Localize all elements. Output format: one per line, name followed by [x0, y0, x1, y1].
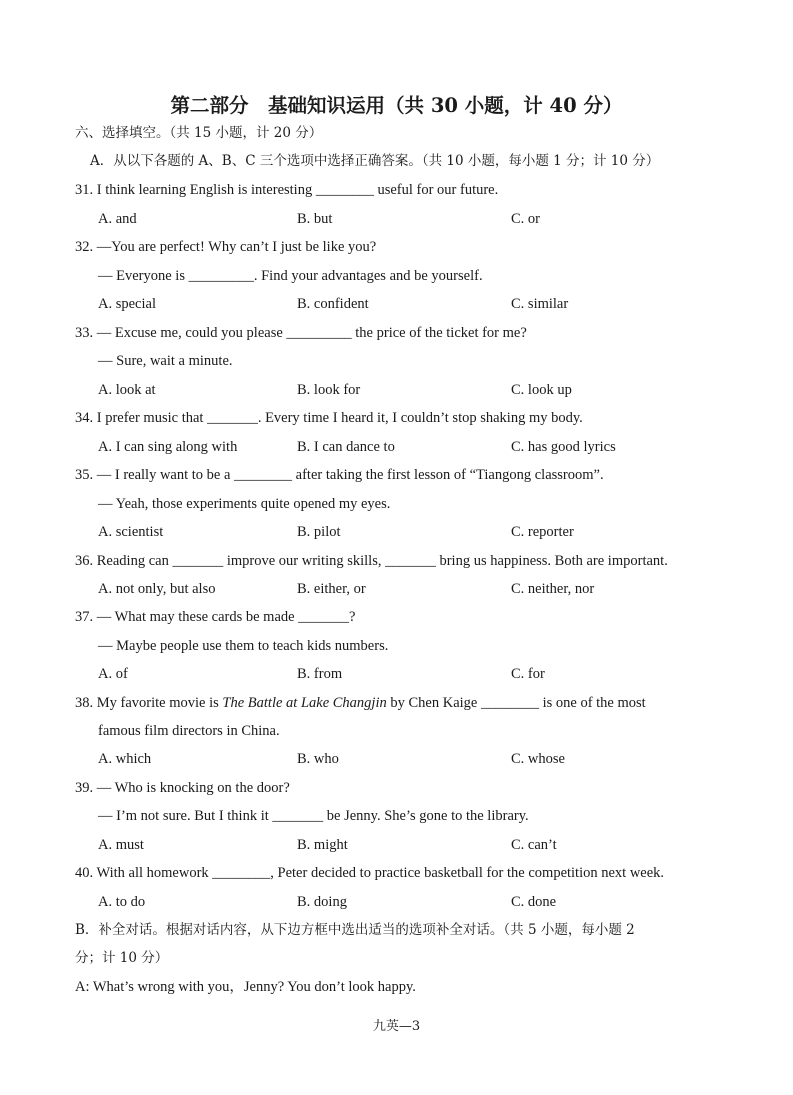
option-c: C. reporter	[511, 524, 574, 540]
question-35-reply: — Yeah, those experiments quite opened my eyes.	[98, 496, 391, 512]
question-34: 34. I prefer music that _______. Every time I heard it, I couldn’t stop shaking my body.	[75, 410, 583, 426]
option-c: C. can’t	[511, 837, 557, 853]
option-a: A. not only, but also	[98, 581, 216, 597]
option-b: B. I can dance to	[297, 439, 395, 455]
question-39: 39. — Who is knocking on the door?	[75, 780, 290, 796]
option-a: A. to do	[98, 894, 146, 910]
option-b: B. pilot	[297, 524, 341, 540]
option-a: A. look at	[98, 382, 156, 398]
option-b: B. from	[297, 666, 343, 682]
question-32-reply: — Everyone is _________. Find your advantages and be yourself.	[98, 268, 483, 284]
option-c: C. or	[511, 211, 540, 227]
question-38-lead: 38. My favorite movie is	[75, 695, 223, 711]
option-c: C. for	[511, 666, 545, 682]
section-title: 第二部分 基础知识运用（共 30 小题，计 40 分）	[170, 94, 623, 117]
question-36: 36. Reading can _______ improve our writing skills, _______ bring us happiness. Both are important.	[75, 553, 668, 569]
question-40: 40. With all homework ________, Peter decided to practice basketball for the competition next week.	[75, 865, 665, 881]
option-a: A. which	[98, 751, 152, 767]
question-37-reply: — Maybe people use them to teach kids numbers.	[98, 638, 389, 654]
question-35: 35. — I really want to be a ________ after taking the first lesson of “Tiangong classroom”.	[75, 467, 604, 483]
option-c: C. similar	[511, 296, 569, 312]
option-a: A. scientist	[98, 524, 164, 540]
option-b: B. doing	[297, 894, 347, 910]
dialog-line-a: A: What’s wrong with you，Jenny? You don’t look happy.	[75, 979, 416, 995]
option-b: B. who	[297, 751, 339, 767]
option-b: B. look for	[297, 382, 361, 398]
question-38-continued: famous film directors in China.	[98, 723, 280, 739]
option-a: A. must	[98, 837, 144, 853]
question-38-tail: by Chen Kaige ________ is one of the most	[386, 695, 646, 711]
section-six-heading: 六、选择填空。（共 15 小题，计 20 分）	[75, 125, 323, 141]
part-b-instructions: B．补全对话。根据对话内容，从下边方框中选出适当的选项补全对话。（共 5 小题，每小题 2	[75, 922, 635, 938]
option-c: C. neither, nor	[511, 581, 595, 597]
option-b: B. either, or	[297, 581, 366, 597]
question-37: 37. — What may these cards be made _______?	[75, 609, 356, 625]
question-38	[75, 694, 646, 712]
option-c: C. has good lyrics	[511, 439, 616, 455]
question-33-reply: — Sure, wait a minute.	[98, 353, 233, 369]
option-c: C. done	[511, 894, 557, 910]
option-b: B. but	[297, 211, 333, 227]
question-31: 31. I think learning English is interesting ________ useful for our future.	[75, 182, 499, 198]
option-c: C. look up	[511, 382, 572, 398]
page-footer: 九英—3	[372, 1019, 421, 1034]
option-a: A. I can sing along with	[98, 439, 238, 455]
option-a: A. special	[98, 296, 156, 312]
option-b: B. might	[297, 837, 348, 853]
question-32: 32. —You are perfect! Why can’t I just be like you?	[75, 239, 377, 255]
part-a-instructions: A．从以下各题的 A、B、C 三个选项中选择正确答案。（共 10 小题，每小题 1 分；计 10 分）	[90, 153, 660, 169]
option-c: C. whose	[511, 751, 565, 767]
option-a: A. and	[98, 211, 137, 227]
option-b: B. confident	[297, 296, 369, 312]
question-33: 33. — Excuse me, could you please _________ the price of the ticket for me?	[75, 325, 527, 341]
part-b-instructions-continued: 分；计 10 分）	[75, 950, 169, 966]
movie-title: The Battle at Lake Changjin	[222, 695, 387, 711]
question-39-reply: — I’m not sure. But I think it _______ be Jenny. She’s gone to the library.	[98, 808, 529, 824]
option-a: A. of	[98, 666, 128, 682]
